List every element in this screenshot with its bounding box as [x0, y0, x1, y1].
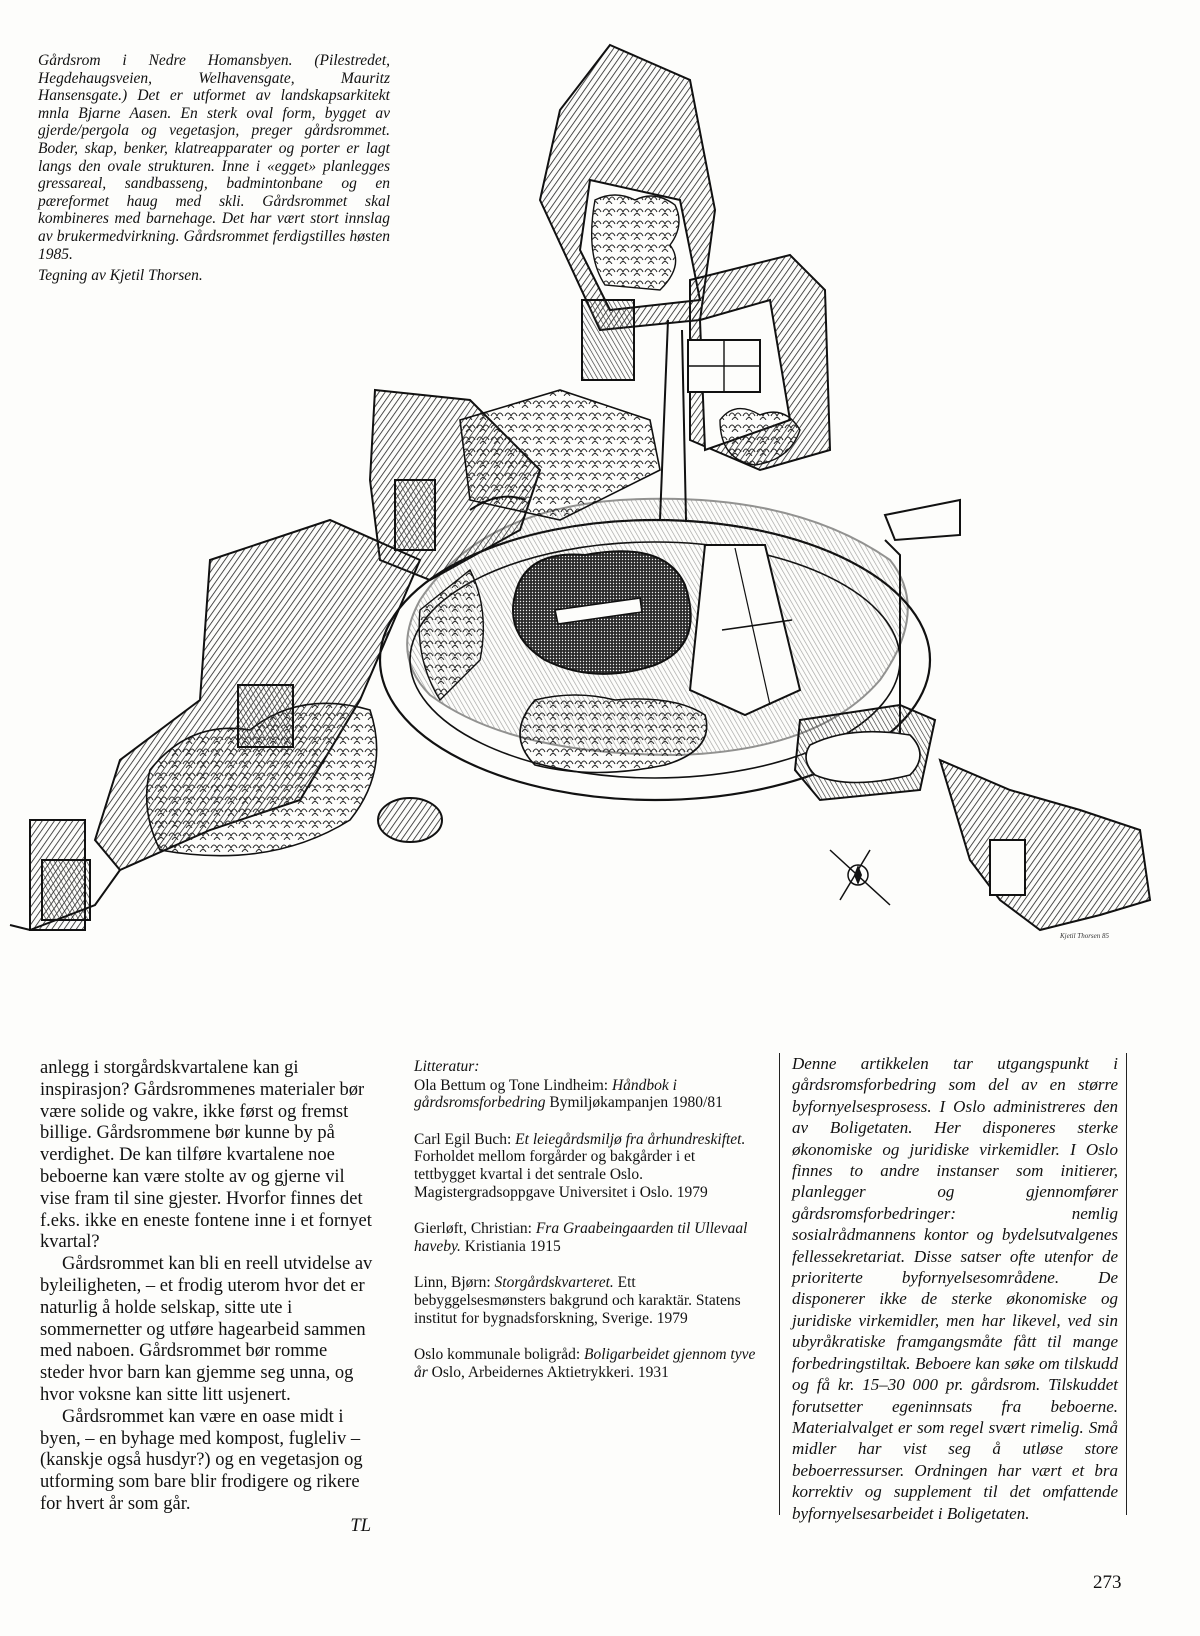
- reference-title: Håndbok i gårdsromsforbedring: [414, 1076, 677, 1112]
- author-initials: TL: [350, 1515, 371, 1536]
- reference-title: Et leiegårdsmiljø fra århundreskiftet.: [515, 1130, 746, 1148]
- reference-author: Ola Bettum og Tone Lindheim:: [414, 1076, 609, 1094]
- sidebar-text: Denne artikkelen tar utgangspunkt i gårdsromsforbedring som del av en større byfornyelsesprosess. I Oslo administreres den av Boligetaten. Her disponeres sterke økonomiske og juridiske virkemidler. I Oslo finnes to andre instanser som initierer, planlegger og gjennomfører gårdsromsforbedringer: nemlig sosialrådmannens kontor og bydelsutvalgenes fellessekretariat. Disse satser ofte utenfor de prioriterte byfornyelsesområdene. De disponerer ikke de sterke økonomiske og juridiske virkemidler, men har likevel, ved sin ubyråkratiske framgangsmåte fått til mange forbedringstiltak. Beboere kan søke om tilskudd og få kr. 15–30 000 pr. gårdsrom. Tilskuddet forutsetter egeninnsats fra beboerne. Materialvalget er som regel svært rimelig. Små midler har vist seg å utløse store beboerressurser. Ordningen har vært et bra korrektiv og supplement til det omfattende byfornyelsesarbeidet i Boligetaten.: [792, 1054, 1118, 1523]
- literature-heading: Litteratur:: [414, 1058, 480, 1075]
- reference-details: Forholdet mellom forgårder og bakgårder i et tettbygget kvartal i det sentrale Oslo. Magistergradsoppgave Universitet i Oslo. 1979: [414, 1148, 708, 1201]
- reference-author: Linn, Bjørn:: [414, 1274, 491, 1292]
- article-paragraph: anlegg i storgårdskvartalene kan gi inspirasjon? Gårdsrommenes materialer bør være solide og vakre, ikke først og fremst billige. Gårdsrommene bør kunne by på verdighet. De kan tilføre kvartalene noe beboerne kan være stolte av og gjerne vil vise fram til sine gjester. Hvorfor finnes det f.eks. ikke en eneste fontene inne i et fornyet kvartal?: [40, 1058, 372, 1253]
- literature-column: [414, 1058, 756, 1400]
- north-arrow-icon: [830, 850, 890, 905]
- reference-details: Ett bebyggelsesmønsters bakgrund och karaktär. Statens institut for bygnadsforskning, Sverige. 1979: [414, 1274, 741, 1327]
- caption-text: Gårdsrom i Nedre Homansbyen. (Pilestredet, Hegdehaugsveien, Welhavensgate, Mauritz Hansensgate.) Det er utformet av landskapsarkitekt mnla Bjarne Aasen. En sterk oval form, bygget av gjerde/pergola og vegetasjon, preger gårdsrommet. Boder, skap, benker, klatreapparater og porter er lagt langs den ovale strukturen. Inne i «egget» planlegges gressareal, sandbasseng, badmintonbane og en pæreformet haug med skli. Gårdsrommet skal kombineres med barnehage. Det har vært stort innslag av brukermedvirkning. Gårdsrommet ferdigstilles høsten 1985.: [38, 52, 390, 263]
- reference-title: Fra Graabeingaarden til Ullevaal haveby.: [414, 1220, 748, 1255]
- reference-details: Bymiljøkampanjen 1980/81: [549, 1094, 723, 1112]
- page-number: 273: [1093, 1572, 1122, 1593]
- caption-credit: Tegning av Kjetil Thorsen.: [38, 267, 203, 285]
- article-paragraph: Gårdsrommet kan bli en reell utvidelse av byleiligheten, – et frodig uterom hvor det er naturlig å holde selskap, sitte ute i sommernetter og utføre hagearbeid sammen med naboen. Gårdsrommet bør romme steder hvor barn kan gjemme seg unna, og hvor voksne kan sitte litt usjenert.: [40, 1254, 373, 1405]
- literature-reference: [414, 1131, 756, 1201]
- article-paragraph: Gårdsrommet kan være en oase midt i byen, – en byhage med kompost, fugleliv – (kanskje også husdyr?) og en vegetasjon og utforming som bare blir frodigere og rikere for hvert år som går.: [40, 1406, 363, 1514]
- reference-title: Storgårdskvarteret.: [494, 1274, 614, 1292]
- sidebar-box: [779, 1053, 1127, 1523]
- reference-author: Oslo kommunale boligråd:: [414, 1346, 581, 1364]
- reference-author: Gierløft, Christian:: [414, 1220, 532, 1238]
- literature-reference: [414, 1077, 756, 1112]
- literature-reference: [414, 1274, 756, 1327]
- article-column: [40, 1058, 375, 1538]
- drawing-signature: Kjetil Thorsen 85: [1060, 932, 1110, 940]
- reference-details: Oslo, Arbeidernes Aktietrykkeri. 1931: [431, 1363, 669, 1381]
- southeast-building-wing: [940, 760, 1150, 930]
- southwest-building-wing: [10, 520, 420, 930]
- reference-author: Carl Egil Buch:: [414, 1130, 512, 1148]
- reference-details: Kristiania 1915: [464, 1237, 561, 1255]
- figure-caption: [38, 52, 390, 285]
- literature-reference: [414, 1346, 756, 1381]
- reference-title: Boligarbeidet gjennom tyve år: [414, 1346, 756, 1381]
- literature-reference: [414, 1220, 756, 1255]
